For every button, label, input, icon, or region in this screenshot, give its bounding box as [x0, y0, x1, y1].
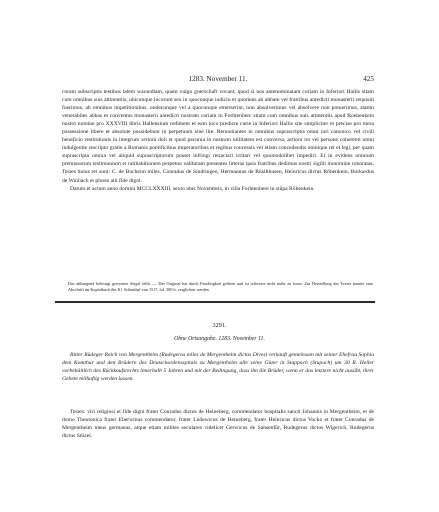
- document-place-date: Ohne Ortsangabe. 1283. November 11.: [174, 336, 265, 342]
- document-witnesses: [62, 408, 374, 440]
- footnote-text: Das abhangend befestigt gewesene Siegel fehlt. — Das Original hat durch Feuchtigkeit gelitten und ist teilweise nicht mehr zu lesen. Zur Herstellung des Textes konnte eine Abschrift im Kopialbuch des Kl. Schönthal von 1517, fol. 380 b, verglichen werden.: [68, 281, 373, 293]
- regest-text: Ritter Rüdeger Reich von Mergentheim (Rudegerus miles de Mergentheim dictus Dives) verkauft gemeinsam mit seiner Ehefrau Sophia dem Komthur und den Brüdern des Deutschordensspitals zu Mergentheim alle seine Güter in Stuppach (Stupach) um 30 R. Heller vorbehältlich des Rückkaufsrechts innerhalb 5 Jahren und mit der Bedingung, dass ihn die Brüder, wenn er das letztere nicht ausübt, ihrer Gebete teilhaftig werden lassen.: [62, 352, 374, 383]
- section-divider: [55, 301, 375, 303]
- page-header: [62, 74, 374, 84]
- running-title: 1283. November 11.: [188, 75, 248, 83]
- witnesses-text: Testes: viri religiosi et fide digni frater Conradus dictus de Heineberg, commendator hospitalis sancti Johannis in Mergentheim, et de domo Theutonica frater Eberwinus commendator, frater Ludewicus de Heineberg, frater Heinricus dictus Vocko et frater Conradus de Mergentheim meus germanus, atque etiam milites seculares videlicet Gerwicus de Sahsenfûr, Rudegerus dictus Wigerich, Rudegerus dictus Stûzel.: [62, 409, 374, 440]
- document-regest: [62, 351, 374, 383]
- main-text: [62, 88, 374, 193]
- footnote: [68, 281, 373, 293]
- page-number: 425: [363, 75, 374, 83]
- main-paragraph-1: coram subscriptis testibus talem warandiam, quam vulgo guerschaft vocant, quod si nos antenominatam curiam in Inferiori Hallis sitam cum omnibus suis attinentiis, ubicunque locorum seu in quocunque iudicio et quotiens ab abbate vel fratribus antedicti monasterii requisiti fuerimus, ab omnibus impetitionibus, undecunque vel a quocunque emerserint, non absolverimus vel absolvere non potuerimus, statim venerabiles abbas et conventus monasterii antedicti nostram curiam in Forhtenberc sitam cum omnibus suis attinentiis apud Roehenkein nostro nomine pro XXXVIII libris Hallensium rediment et eam loco predicte curie in Inferiori Hallis site simpliciter et precise pro mera possessione libere et absolute possidebunt in perpetuum sine lite. Renuntiantes in omnibus suprascriptis omni iuri canonico vel civili beneficio restitutionis in integrum actioni doli et quod pecunia in nostram utilitatem est conversa, actioni rei vel persone coherenti omni indulgentie rescripto gratie a Romanis pontificibus imperatoribus et regibus concessis vel etiam concedendis omnique rei et legi, per quam suprascripta omnia vel aliquid suprascriptorum posset infringi retractari irritari vel quomodolibet impediri. Et in evidens omnium premissorum testimonium et ratihabitionem perpetuo valituram presentes litteras ipsis fratribus dedimus nostri sigilli munimine roboratas. Testes huius rei sunt: C. de Bucheim miles, Conradus de Sindringen, Hermannus de Rûsilthusen, Heinricus dictus Rôbenkein, Burkardus de Winbach et plures alii fide digni.: [62, 89, 374, 184]
- main-paragraph-2: Datum et actum anno domini MCCLXXXIII, sexto idus Novembris, in villa Forhtenbere in stûpa Rôbenkein.: [70, 185, 315, 192]
- document-number: 3291.: [212, 322, 227, 329]
